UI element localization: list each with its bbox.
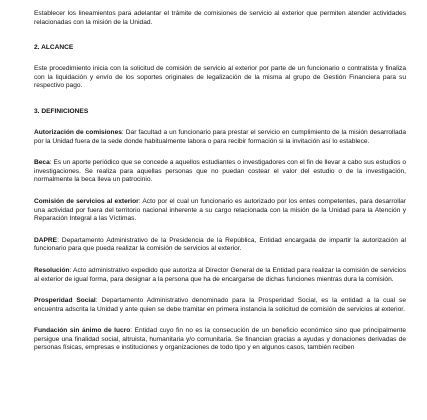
definition-term: Beca xyxy=(34,159,50,167)
definition-fundacion xyxy=(34,327,406,353)
definition-text: : Acto por el cual un funcionario es autorizado por los entes competentes, para desarrollar una actividad por fuera del territorio nacional inherente a su cargo relacionada con la misión de la Unidad para la Atención y Reparación Integral a las Víctimas. xyxy=(34,197,407,223)
scope-heading: 2. ALCANCE xyxy=(34,44,74,52)
definition-term: Fundación sin ánimo de lucro xyxy=(34,327,131,335)
definition-text: : Departamento Administrativo denominado para la Prosperidad Social, es la entidad a la cual se encuentra adscrita la Unidad y ante quien se debe tramitar en primera instancia la solicitud de comisión de servicios al exterior. xyxy=(34,297,406,313)
definition-text: : Acto administrativo expedido que autoriza al Director General de la Entidad para realizar la comisión de servicios al exterior de igual forma, para designar a la persona que ha de encargarse de dichas funciones mientras dura la comisión. xyxy=(34,266,406,283)
definition-prosperidad-social xyxy=(34,297,406,314)
scope-text: Este procedimiento inicia con la solicitud de comisión de servicio al exterior por parte de un funcionario o contratista y finaliza con la liquidación y envío de los soportes originales de legalización de la misma al grupo de Gestión Financiera para su respectivo pago. xyxy=(34,65,406,90)
definition-term: DAPRE xyxy=(34,236,58,244)
definition-dapre xyxy=(34,237,406,254)
definition-beca xyxy=(34,159,406,185)
definition-text: : Departamento Administrativo de la Presidencia de la República, Entidad encargada de impartir la autorización al funcionario para que pueda realizar la comisión de servicios al exterior. xyxy=(34,236,406,253)
definition-term: Prosperidad Social xyxy=(34,297,96,305)
definition-resolucion xyxy=(34,267,406,284)
definition-text: : Es un aporte periódico que se concede a aquellos estudiantes o investigadores con el fin de llevar a cabo sus estudios o investigaciones. Se realiza para aquellas personas que no puedan costear el valor del estudio o de la investigación, normalmente la beca lleva un patrocinio. xyxy=(34,159,406,184)
definition-autorizacion xyxy=(34,129,406,146)
definitions-heading: 3. DEFINICIONES xyxy=(34,107,89,115)
definition-comision xyxy=(34,198,406,224)
definition-term: Autorización de comisiones xyxy=(34,128,122,136)
definition-text: : Dar facultad a un funcionario para prestar el servicio en cumplimiento de la misión desarrollada por la Unidad fuera de la sede donde habitualmente labora o para recibir formación si la invitación así lo establece. xyxy=(34,128,406,145)
definition-term: Comisión de servicios al exterior xyxy=(34,197,139,205)
objective-text: Establecer los lineamientos para adelantar el trámite de comisiones de servicio al exterior que permiten atender actividades relacionadas con la misión de la Unidad. xyxy=(34,10,406,26)
definition-term: Resolución xyxy=(34,266,70,274)
definition-text: : Entidad cuyo fin no es la consecución de un beneficio económico sino que principalmente persigue una finalidad social, altruista, humanitaria y/o comunitaria. Se financian gracias a ayudas y donaciones derivadas de personas físicas, empresas e instituciones y organizaciones de todo tipo y en algunos casos, también reciben xyxy=(34,327,407,352)
document-page xyxy=(34,0,406,353)
